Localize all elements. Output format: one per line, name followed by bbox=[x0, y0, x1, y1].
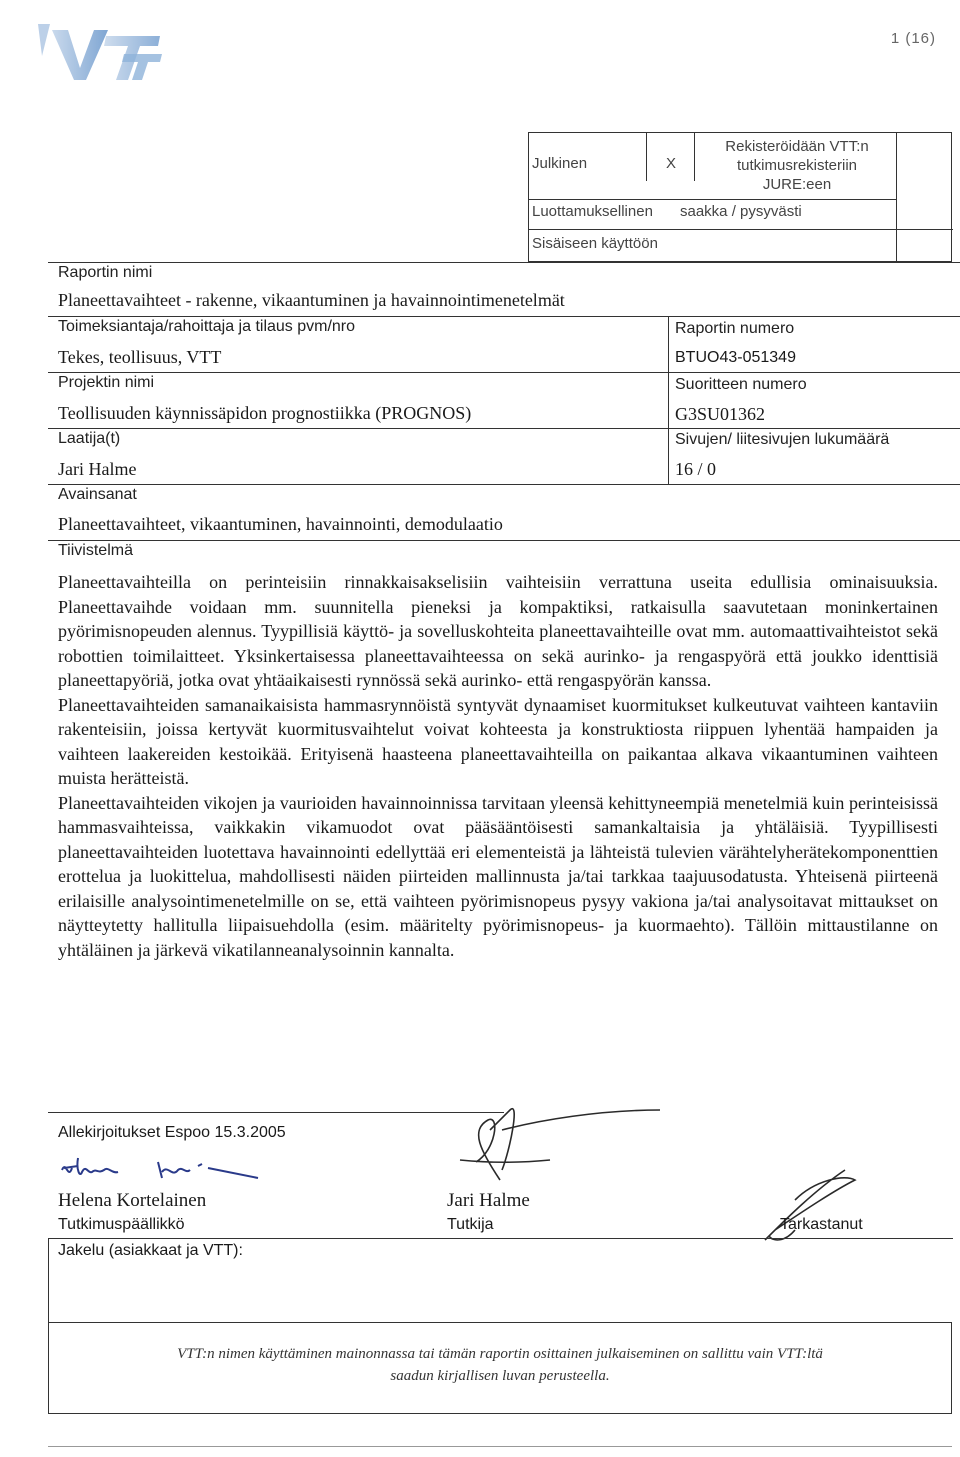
keywords-value: Planeettavaihteet, vikaantuminen, havainnointi, demodulaatio bbox=[58, 514, 503, 534]
signer-name: Helena Kortelainen bbox=[58, 1190, 207, 1211]
signature-kortelainen bbox=[58, 1150, 288, 1190]
class-confidential-until: saakka / pysyvästi bbox=[680, 203, 802, 220]
report-name-label: Raportin nimi bbox=[58, 264, 153, 281]
signer-role: Tutkija bbox=[447, 1216, 494, 1233]
class-public-mark: X bbox=[666, 155, 677, 172]
signature-reviewer bbox=[755, 1160, 865, 1250]
abstract-paragraph: Planeettavaihteilla on perinteisiin rinnakkaisakselisiin vaihteisiin verrattuna useita edullisia ominaisuuksia. Planeettavaihde voidaan mm. suunnitella pieneksi ja kompaktiksi, ratkaisulla saavutetaan moninkertainen pyörimisnopeuden alennus. Tyypillisiä käyttö- ja sovelluskohteita planeettavaihteille ovat mm. automaattivaihteistot sekä robottien toimilaitteet. Yksinkertaisessa planeettavaihteessa on sekä aurinko- ja rengaspyörä että joukko identtisiä planeettapyöriä, jotka ovat yhtäaikaisesti rynnössä sekä aurinko- että rengaspyörän kanssa. bbox=[58, 572, 938, 690]
client-value: Tekes, teollisuus, VTT bbox=[58, 347, 222, 367]
report-name-value: Planeettavaihteet - rakenne, vikaantuminen ja havainnointimenetelmät bbox=[58, 290, 565, 310]
signer-name: Jari Halme bbox=[447, 1190, 530, 1211]
report-number-value: BTUO43-051349 bbox=[675, 349, 796, 366]
author-value: Jari Halme bbox=[58, 459, 137, 479]
abstract-label: Tiivistelmä bbox=[58, 542, 133, 559]
keywords-label: Avainsanat bbox=[58, 486, 137, 503]
svg-text:VTT: VTT bbox=[28, 3, 60, 20]
abstract-paragraph: Planeettavaihteiden vikojen ja vaurioiden havainnoinnissa tarvitaan yleensä kehittyneempiä menetelmiä kuin perinteisissä hammasvaihteissa, vaikkakin vikamuodot ovat pääsääntöisesti samankaltaisia ja yhtäläisiä. Tyypillisesti planeettavaihteiden luotettava havainnointi edellyttää eri elementeistä ja lähteistä tulevien värähtelyherätekomponenttien erottelua ja luokittelua, mahdollisesti näiden piirteiden mallinnusta ja/tai tarkkaa taajuusodatusta. Yhteisenä piirteenä erilaisille analysointimenetelmille on se, että vaihteen pyörimisnopeus pysyy vakiona ja/tai analysoitavat mittaukset on näytteytetty hallitulla liipaisuehdolla (esim. määritelty pyörimisnopeus- ja kuormaehto). Tällöin mittaustilanne on yhtäläinen ja järkevä vikatilanneanalysoinnin kannalta. bbox=[58, 792, 938, 960]
report-number-label: Raportin numero bbox=[675, 320, 795, 337]
register-note: Rekisteröidään VTT:n tutkimusrekisteriin JURE:een bbox=[725, 138, 869, 193]
output-number-label: Suoritteen numero bbox=[675, 376, 807, 393]
project-label: Projektin nimi bbox=[58, 374, 155, 391]
class-internal: Sisäiseen käyttöön bbox=[532, 235, 658, 252]
output-number-value: G3SU01362 bbox=[675, 404, 766, 424]
abstract-paragraph: Planeettavaihteiden samanaikaisista hammasrynnöistä syntyvät dynaamiset kuormitukset kulkeutuvat vaihteen kantaviin rakenteisiin, joissa kertyvät kuormitusvaihtelut voivat kohteesta ja konstruktiosta riippuen lyhentää hampaiden ja vaihteen laakereiden kestoikää. Erityisenä haasteena planeettavaihteilla on paikantaa alkava vikaantuminen vaihteen muista herätteistä. bbox=[58, 694, 938, 788]
author-label: Laatija(t) bbox=[58, 430, 121, 447]
client-label: Toimeksiantaja/rahoittaja ja tilaus pvm/nro bbox=[58, 318, 356, 335]
project-value: Teollisuuden käynnissäpidon prognostiikka (PROGNOS) bbox=[58, 403, 472, 423]
vtt-logo bbox=[28, 3, 163, 86]
signer-role: Tarkastanut bbox=[780, 1216, 863, 1233]
classification-table bbox=[528, 132, 952, 262]
class-confidential: Luottamuksellinen bbox=[532, 203, 653, 220]
class-public: Julkinen bbox=[532, 155, 588, 172]
pages-value: 16 / 0 bbox=[675, 459, 717, 479]
signer-role: Tutkimuspäällikkö bbox=[58, 1216, 185, 1233]
page-number: 1 (16) bbox=[890, 30, 936, 47]
abstract-text bbox=[58, 570, 938, 962]
usage-notice: VTT:n nimen käyttäminen mainonnassa tai tämän raportin osittainen julkaiseminen on sallittu vain VTT:ltä saadun kirjallisen luvan perusteella. bbox=[48, 1322, 952, 1414]
signature-halme bbox=[440, 1090, 740, 1190]
signature-place-date: Allekirjoitukset Espoo 15.3.2005 bbox=[58, 1124, 286, 1141]
distribution-label: Jakelu (asiakkaat ja VTT): bbox=[58, 1242, 243, 1259]
pages-label: Sivujen/ liitesivujen lukumäärä bbox=[675, 431, 890, 448]
